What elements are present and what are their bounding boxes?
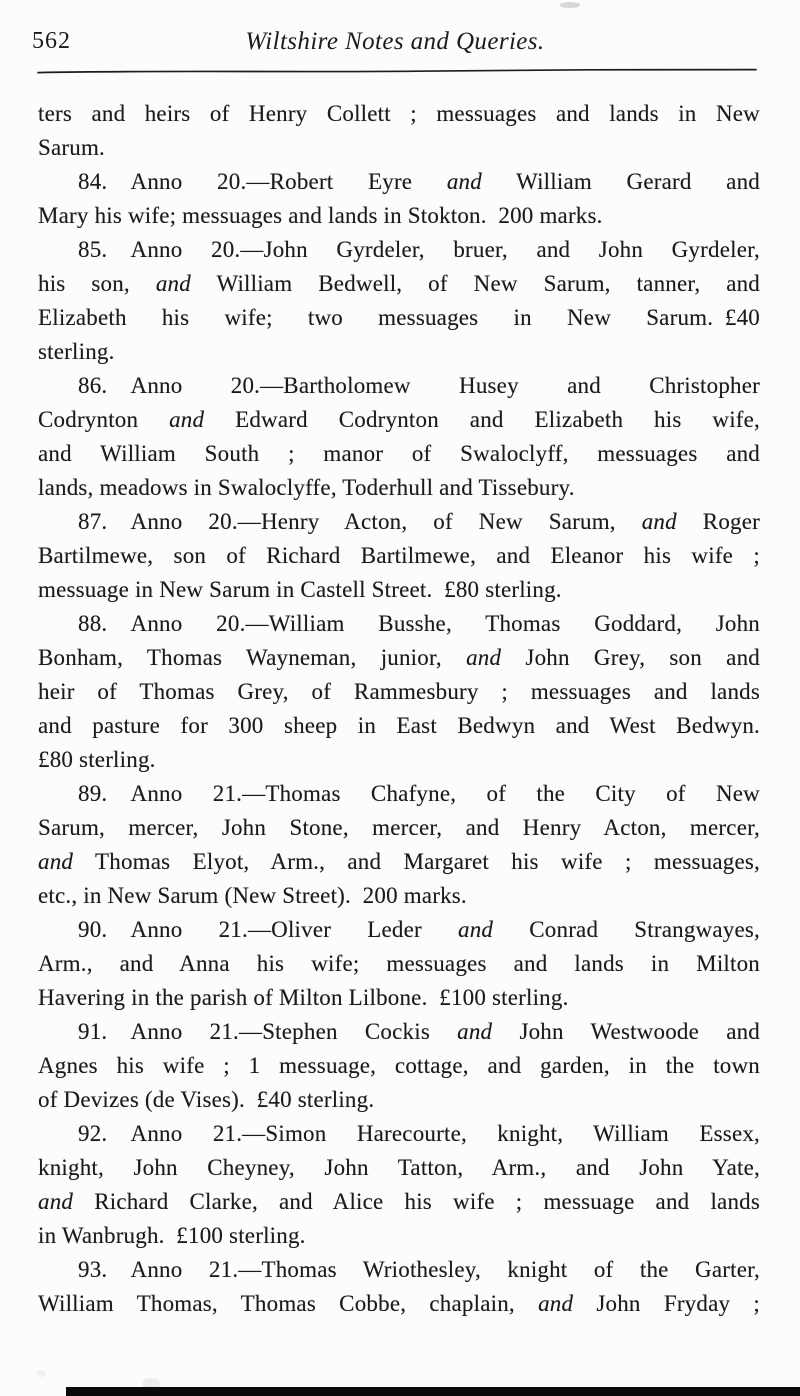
text-run: lands, meadows in Swaloclyffe, Toderhull and Tissebury. [38,475,575,500]
text-run: Sarum, mercer, John Stone, mercer, and Henry Acton, mercer, [38,815,760,840]
text-line [38,199,760,233]
text-run: John Fryday ; [573,1291,760,1316]
text-run: Arm., and Anna his wife; messuages and lands in Milton [38,951,760,976]
text-line [38,675,760,709]
page-number: 562 [32,28,71,54]
text-run: 90. Anno 21.—Oliver Leder [78,917,459,942]
text-line [38,1015,760,1049]
text-line [38,403,760,437]
text-line [38,97,760,131]
text-run: Bartilmewe, son of Richard Bartilmewe, and Eleanor his wife ; [38,543,760,568]
text-run: in Wanbrugh. £100 sterling. [38,1223,306,1248]
text-run: 84. Anno 20.—Robert Eyre [78,169,447,194]
scan-speck [36,1370,46,1377]
italic-and-text: and [538,1291,574,1316]
text-run: and pasture for 300 sheep in East Bedwyn and West Bedwyn. [38,713,760,738]
text-run: etc., in New Sarum (New Street). 200 marks. [38,883,467,908]
text-line [38,1287,760,1321]
header-divider-rule [37,67,757,75]
text-run: William Bedwell, of New Sarum, tanner, and [190,271,761,296]
italic-and-text: and [458,917,494,942]
text-run: and William South ; manor of Swaloclyff, messuages and [38,441,760,466]
text-line [38,777,760,811]
text-run: William Thomas, Thomas Cobbe, chaplain, [38,1291,539,1316]
text-run: 89. Anno 21.—Thomas Chafyne, of the City of New [78,781,760,806]
text-run: Conrad Strangwayes, [493,917,760,942]
text-run: 85. Anno 20.—John Gyrdeler, bruer, and John Gyrdeler, [78,237,760,262]
text-run: 88. Anno 20.—William Busshe, Thomas Goddard, John [78,611,760,636]
italic-and-text: and [641,509,677,534]
text-run: William Gerard and [481,169,760,194]
text-line [38,471,760,505]
text-line [38,641,760,675]
text-run: 86. Anno 20.—Bartholomew Husey and Christopher [78,373,760,398]
italic-and-text: and [38,849,74,874]
text-line [38,301,760,335]
text-run: Thomas Elyot, Arm., and Margaret his wife ; messuages, [73,849,760,874]
text-run: Agnes his wife ; 1 messuage, cottage, and garden, in the town [38,1053,760,1078]
text-run: knight, John Cheyney, John Tatton, Arm., and John Yate, [38,1155,760,1180]
text-line [38,709,760,743]
text-line [38,1185,760,1219]
text-line [38,607,760,641]
text-run: heir of Thomas Grey, of Rammesbury ; messuages and lands [38,679,760,704]
text-run: of Devizes (de Vises). £40 sterling. [38,1087,375,1112]
text-run: Elizabeth his wife; two messuages in New Sarum. £40 [38,305,760,330]
text-line [38,1253,760,1287]
italic-and-text: and [38,1189,74,1214]
text-run: messuage in New Sarum in Castell Street. £80 sterling. [38,577,562,602]
text-line [38,437,760,471]
text-run: sterling. [38,339,115,364]
text-run: Havering in the parish of Milton Lilbone. £100 sterling. [38,985,569,1010]
text-run: John Grey, son and [501,645,760,670]
text-line [38,505,760,539]
italic-and-text: and [169,407,205,432]
text-line [38,335,760,369]
scan-artifact-bar [66,1387,800,1396]
text-line [38,1117,760,1151]
text-line [38,811,760,845]
text-run: Sarum. [38,135,105,160]
text-run: 93. Anno 21.—Thomas Wriothesley, knight of the Garter, [78,1257,760,1282]
text-run: Codrynton [38,407,170,432]
text-run: 91. Anno 21.—Stephen Cockis [78,1019,458,1044]
text-line [38,879,760,913]
text-run: Mary his wife; messuages and lands in Stokton. 200 marks. [38,203,603,228]
text-run: Bonham, Thomas Wayneman, junior, [38,645,467,670]
text-run: £80 sterling. [38,747,156,772]
text-line [38,743,760,777]
text-line [38,233,760,267]
text-line [38,947,760,981]
text-run: John Westwoode and [492,1019,760,1044]
text-line [38,165,760,199]
text-run: 92. Anno 21.—Simon Harecourte, knight, William Essex, [78,1121,760,1146]
italic-and-text: and [457,1019,493,1044]
italic-and-text: and [155,271,191,296]
text-run: 87. Anno 20.—Henry Acton, of New Sarum, [78,509,642,534]
text-line [38,369,760,403]
text-line [38,573,760,607]
text-run: ters and heirs of Henry Collett ; messuages and lands in New [38,101,760,126]
italic-and-text: and [466,645,502,670]
text-line [38,131,760,165]
scan-speck [560,2,580,8]
text-line [38,1083,760,1117]
text-line [38,913,760,947]
text-run: Edward Codrynton and Elizabeth his wife, [204,407,760,432]
text-block [38,97,760,1321]
text-line [38,267,760,301]
text-line [38,981,760,1015]
page-title: Wiltshire Notes and Queries. [245,28,545,55]
text-line [38,1219,760,1253]
text-run: Roger [676,509,760,534]
text-line [38,845,760,879]
italic-and-text: and [446,169,482,194]
text-run: his son, [38,271,156,296]
text-line [38,1049,760,1083]
text-line [38,539,760,573]
text-line [38,1151,760,1185]
text-run: Richard Clarke, and Alice his wife ; messuage and lands [73,1189,760,1214]
